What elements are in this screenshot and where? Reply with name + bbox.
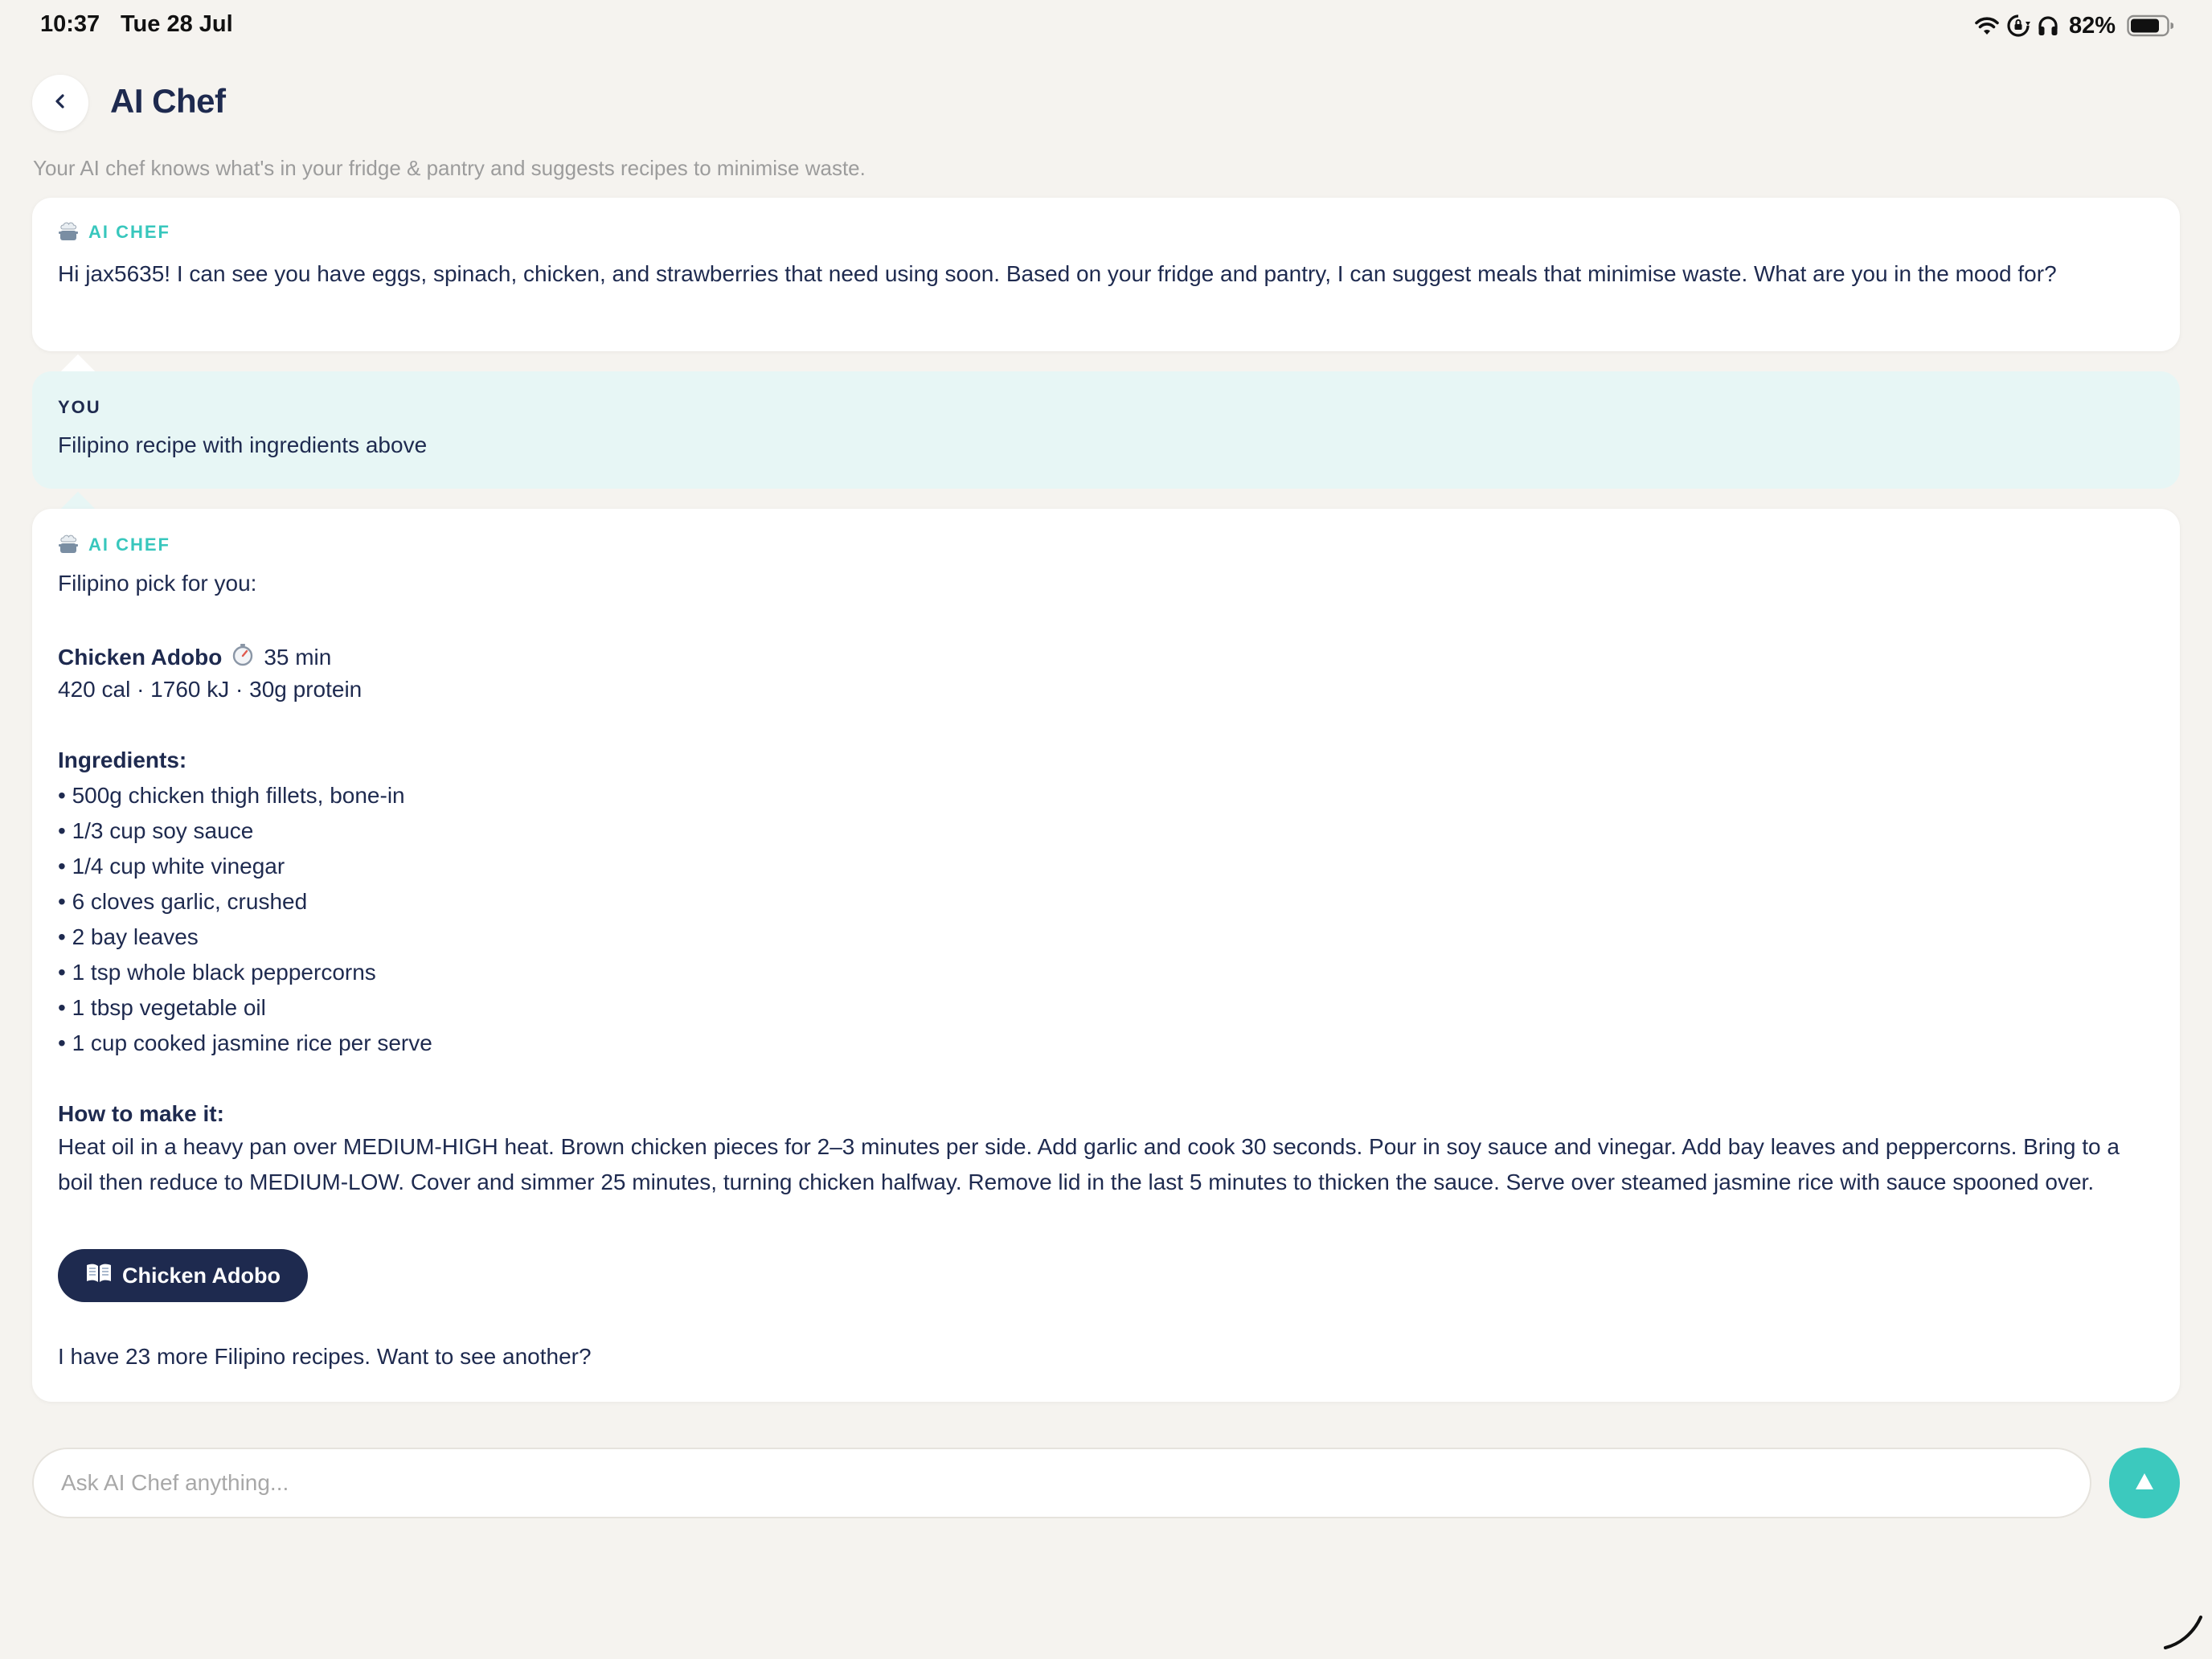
stopwatch-icon <box>230 641 256 673</box>
corner-scroll-indicator <box>2162 1612 2204 1655</box>
status-bar <box>0 0 2212 53</box>
send-arrow-up-icon <box>2134 1472 2155 1495</box>
headphones-icon <box>2037 14 2059 37</box>
ingredient-item: • 6 cloves garlic, crushed <box>58 889 308 914</box>
status-icons <box>1974 10 2173 42</box>
ingredient-item: • 2 bay leaves <box>58 924 199 949</box>
chef-pot-icon <box>58 535 79 555</box>
status-time: 10:37 <box>40 11 100 37</box>
user-label: YOU <box>58 397 101 417</box>
wifi-icon <box>1974 15 2000 36</box>
open-recipe-button[interactable] <box>58 1249 308 1302</box>
ingredient-item: • 500g chicken thigh fillets, bone-in <box>58 783 405 808</box>
ingredients-heading: Ingredients: <box>58 748 187 772</box>
method-text: Heat oil in a heavy pan over MEDIUM-HIGH heat. Brown chicken pieces for 2–3 minutes per side. Add garlic and cook 30 seconds. Pour in soy sauce and vinegar. Add bay leaves and peppercorns. Bring to a boil then reduce to MEDIUM-LOW. Cover and simmer 25 minutes, turning chicken halfway. Remove lid in the last 5 minutes to thicken the sauce. Serve over steamed jasmine rice with sauce spooned over. <box>58 1134 2120 1194</box>
open-recipe-button-label: Chicken Adobo <box>122 1263 281 1288</box>
ai-message-greeting <box>32 198 2180 351</box>
recipe-title-row <box>58 641 331 673</box>
chat-input[interactable] <box>32 1448 2091 1518</box>
ingredient-item: • 1/4 cup white vinegar <box>58 854 285 879</box>
ingredient-item: • 1 tsp whole black peppercorns <box>58 960 376 985</box>
page-subtitle: Your AI chef knows what's in your fridge & pantry and suggests recipes to minimise waste. <box>33 156 866 180</box>
back-button[interactable] <box>32 75 88 131</box>
recipe-name: Chicken Adobo <box>58 644 223 670</box>
ai-chef-label <box>58 222 170 243</box>
message-text: Filipino recipe with ingredients above <box>58 432 428 457</box>
battery-icon <box>2127 14 2173 37</box>
screen-rotation-lock-icon <box>2006 14 2030 38</box>
user-message <box>32 371 2180 489</box>
recipe-nutrition: 420 cal · 1760 kJ · 30g protein <box>58 677 363 702</box>
chef-pot-icon <box>58 222 79 243</box>
send-button[interactable] <box>2109 1448 2180 1518</box>
ai-message-recipe <box>32 509 2180 1402</box>
sender-name: AI CHEF <box>88 222 170 242</box>
ingredient-item: • 1/3 cup soy sauce <box>58 818 254 843</box>
recipe-outro: I have 23 more Filipino recipes. Want to see another? <box>58 1344 592 1369</box>
status-date: Tue 28 Jul <box>121 11 233 37</box>
message-text: Hi jax5635! I can see you have eggs, spinach, chicken, and strawberries that need using soon. Based on your fridge and pantry, I can suggest meals that minimise waste. What are you in the mood for? <box>58 261 2057 286</box>
ai-chef-label <box>58 535 170 555</box>
recipe-time: 35 min <box>264 644 332 670</box>
ingredient-item: • 1 cup cooked jasmine rice per serve <box>58 1030 432 1055</box>
ingredient-item: • 1 tbsp vegetable oil <box>58 995 266 1020</box>
page-title: AI Chef <box>110 82 226 120</box>
open-book-icon <box>85 1262 113 1290</box>
chevron-left-icon <box>54 92 67 114</box>
battery-percent: 82% <box>2068 12 2116 39</box>
recipe-intro: Filipino pick for you: <box>58 571 257 596</box>
sender-name: AI CHEF <box>88 535 170 555</box>
method-heading: How to make it: <box>58 1101 224 1126</box>
